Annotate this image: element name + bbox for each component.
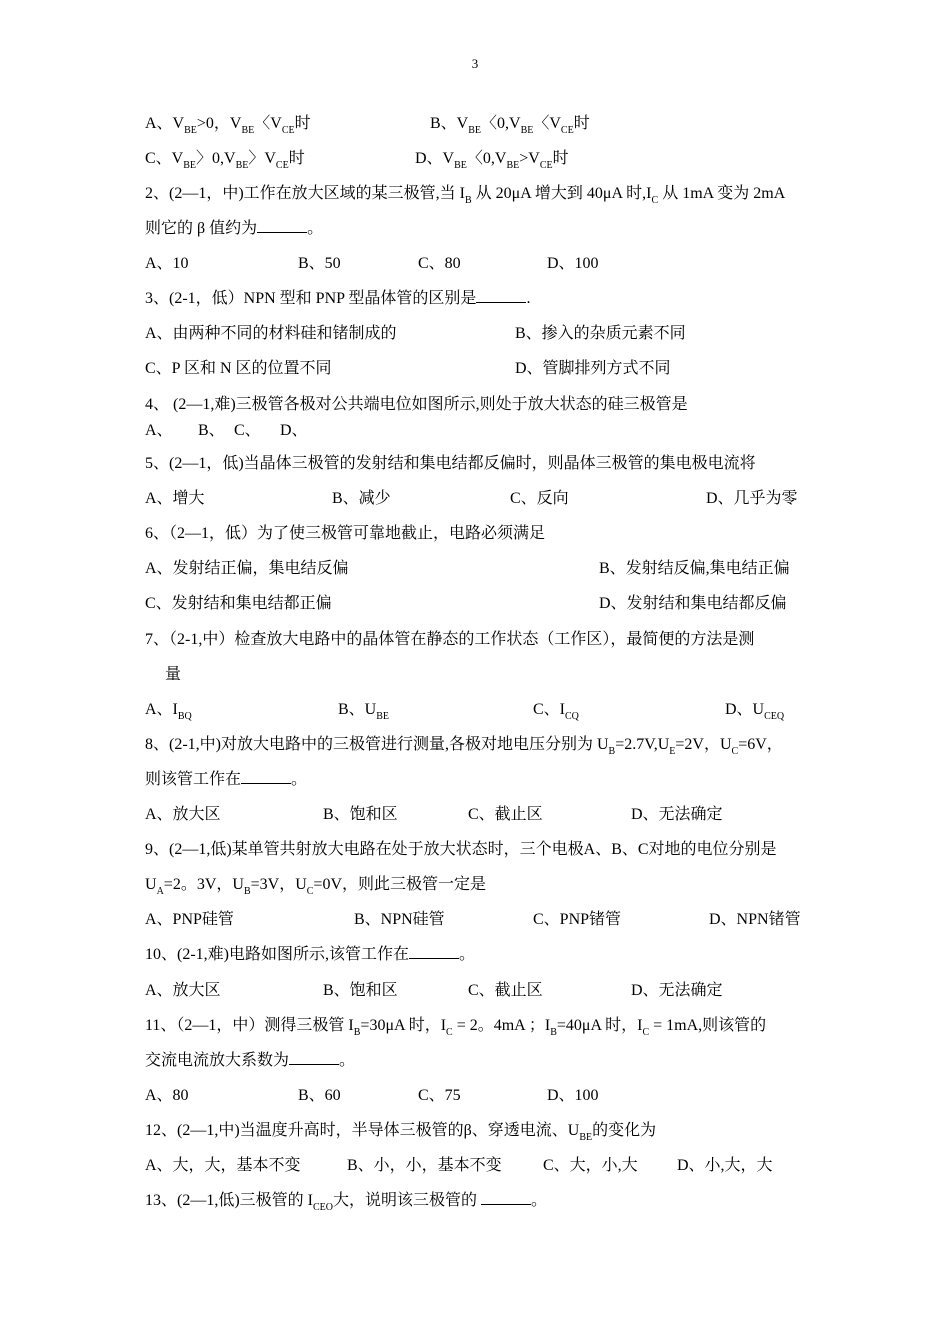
q9-stem: 9、(2—1,低)某单管共射放大电路在处于放大状态时，三个电极A、B、C对地的电位分别是	[145, 841, 777, 858]
q2-stem-cont: 则它的 β 值约为 。	[145, 220, 324, 237]
q12-option-c: C、大，小,大	[543, 1157, 638, 1174]
q10-option-d: D、无法确定	[631, 982, 723, 999]
q11-option-d: D、100	[547, 1087, 599, 1104]
q1-option-d: D、$V_{BE}$〈$0,V_{BE}>V_{CE}$时	[415, 150, 569, 171]
q11-option-a: A、80	[145, 1087, 189, 1104]
q6-stem: 6、（2—1，低）为了使三极管可靠地截止，电路必须满足	[145, 525, 546, 542]
q3-option-b: B、掺入的杂质元素不同	[515, 325, 686, 342]
q2-option-d: D、100	[547, 255, 599, 272]
q7-option-b: B、$U_{BE}$	[338, 701, 390, 722]
answer-blank	[257, 220, 307, 233]
q4-stem: 4、 (2—1,难)三极管各极对公共端电位如图所示,则处于放大状态的硅三极管是	[145, 396, 688, 413]
q7-option-d: D、$U_{CEQ}$	[725, 701, 785, 722]
q13-stem: 13、(2—1,低)三极管的 $I_{CEO}$大，说明该三极管的 。	[145, 1192, 548, 1213]
q10-option-c: C、截止区	[468, 982, 543, 999]
q8-stem: 8、(2-1,中)对放大电路中的三极管进行测量,各极对地电压分别为 $U_B=2.7V,U_E=2V$，$U_C=6V$，	[145, 736, 783, 757]
q9-option-a: A、PNP硅管	[145, 911, 234, 928]
q2-stem: 2、(2—1，中)工作在放大区域的某三极管,当 $I_B$ 从 20μA 增大到 40μA 时$,I_C$ 从 1mA 变为 2mA	[145, 185, 786, 206]
q10-option-b: B、饱和区	[323, 982, 398, 999]
answer-blank	[481, 1192, 531, 1205]
page-number: 3	[471, 56, 479, 71]
q3-option-d: D、管脚排列方式不同	[515, 360, 671, 377]
q12-stem: 12、(2—1,中)当温度升高时，半导体三极管的β、穿透电流、$U_{BE}$的变化为	[145, 1122, 657, 1143]
q7-stem: 7、（2-1,中）检查放大电路中的晶体管在静态的工作状态（工作区），最简便的方法是测	[145, 631, 755, 648]
answer-blank	[476, 290, 526, 303]
q5-option-c: C、反向	[510, 490, 569, 507]
q11-option-c: C、75	[418, 1087, 461, 1104]
q4-option-c: C、	[234, 422, 261, 439]
q9-option-b: B、NPN硅管	[354, 911, 445, 928]
q5-option-d: D、几乎为零	[706, 490, 798, 507]
q12-option-b: B、小，小，基本不变	[347, 1157, 502, 1174]
q9-option-c: C、PNP锗管	[533, 911, 622, 928]
q5-stem: 5、(2—1，低)当晶体三极管的发射结和集电结都反偏时，则晶体三极管的集电极电流将	[145, 455, 756, 472]
q6-option-a: A、发射结正偏，集电结反偏	[145, 560, 349, 577]
q5-option-b: B、减少	[332, 490, 391, 507]
q11-stem: 11、（2—1，中）测得三极管 $I_B=30\mu A$ 时，$I_C = 2$。4mA ；$I_B=40\mu A$ 时，$I_C = 1mA$,则该管的	[145, 1017, 767, 1038]
answer-blank	[409, 946, 459, 959]
answer-blank	[289, 1052, 339, 1065]
q5-option-a: A、增大	[145, 490, 205, 507]
q8-stem-cont: 则该管工作在 。	[145, 771, 308, 788]
q8-option-b: B、饱和区	[323, 806, 398, 823]
q8-option-c: C、截止区	[468, 806, 543, 823]
q8-option-a: A、放大区	[145, 806, 221, 823]
q2-option-b: B、50	[298, 255, 341, 272]
q11-option-b: B、60	[298, 1087, 341, 1104]
q6-option-d: D、发射结和集电结都反偏	[599, 595, 787, 612]
q7-option-a: A、$I_{BQ}$	[145, 701, 192, 722]
q8-option-d: D、无法确定	[631, 806, 723, 823]
q12-option-a: A、大，大，基本不变	[145, 1157, 301, 1174]
q10-option-a: A、放大区	[145, 982, 221, 999]
q10-stem: 10、(2-1,难)电路如图所示,该管工作在 。	[145, 946, 476, 963]
q3-option-c: C、P 区和 N 区的位置不同	[145, 360, 332, 377]
q3-option-a: A、由两种不同的材料硅和锗制成的	[145, 325, 397, 342]
q1-option-a: A、$V_{BE}>0$，$V_{BE}$〈$V_{CE}$时	[145, 115, 311, 136]
q2-option-a: A、10	[145, 255, 189, 272]
q9-option-d: D、NPN锗管	[709, 911, 801, 928]
q12-option-d: D、小,大，大	[677, 1157, 773, 1174]
q1-option-c: C、$V_{BE}$〉$0,V_{BE}$〉$V_{CE}$时	[145, 150, 305, 171]
q4-option-a: A、	[145, 422, 173, 439]
q6-option-c: C、发射结和集电结都正偏	[145, 595, 332, 612]
q6-option-b: B、发射结反偏,集电结正偏	[599, 560, 790, 577]
q1-option-b: B、$V_{BE}$〈$0,V_{BE}$〈$V_{CE}$时	[430, 115, 590, 136]
q7-option-c: C、$I_{CQ}$	[533, 701, 579, 722]
q7-stem-cont: 量	[165, 666, 182, 683]
q11-stem-cont: 交流电流放大系数为 。	[145, 1052, 356, 1069]
q4-option-d: D、	[280, 422, 308, 439]
q3-stem: 3、(2-1，低）NPN 型和 PNP 型晶体管的区别是 .	[145, 290, 531, 307]
answer-blank	[241, 771, 291, 784]
q4-option-b: B、	[198, 422, 225, 439]
q9-stem-cont: $U_A=2$。3V，$U_B=3V$，$U_C=0V$，则此三极管一定是	[145, 876, 487, 897]
q2-option-c: C、80	[418, 255, 461, 272]
